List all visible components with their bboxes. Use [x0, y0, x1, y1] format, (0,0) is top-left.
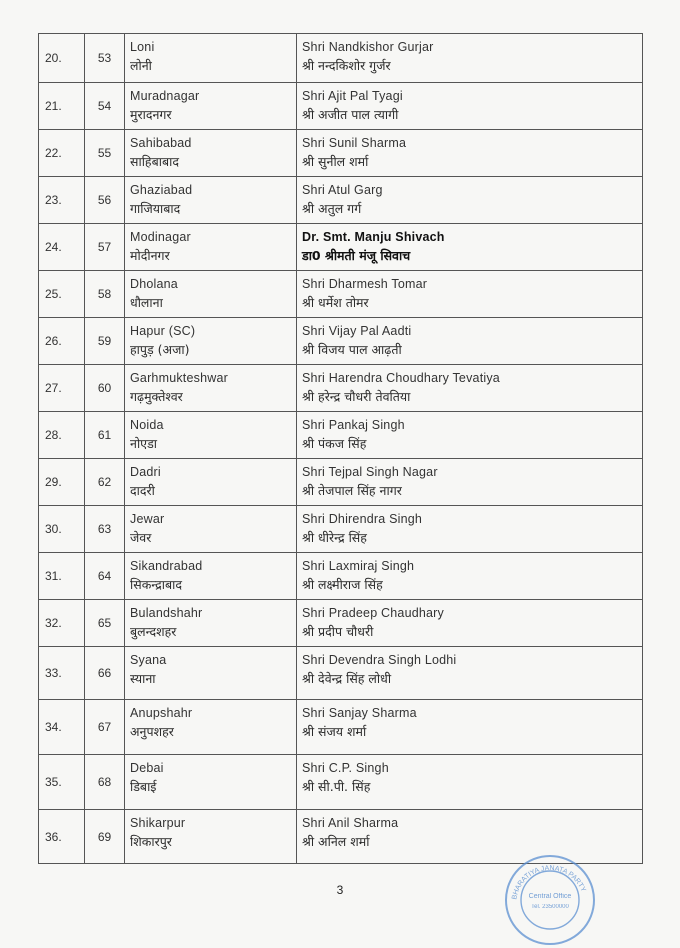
candidate-name-english: Shri Anil Sharma [302, 816, 399, 830]
candidate-name-hindi: श्री धर्मेश तोमर [302, 295, 369, 310]
constituency-name-english: Bulandshahr [130, 606, 203, 620]
candidate-cell [297, 224, 643, 271]
table-row [39, 83, 643, 130]
candidate-name-hindi: श्री नन्दकिशोर गुर्जर [302, 58, 391, 73]
candidate-cell [297, 600, 643, 647]
serial-number: 29. [39, 459, 85, 506]
seal-tel-text: Tel. 23500000 [531, 904, 569, 910]
constituency-number: 62 [85, 459, 125, 506]
candidate-name-english: Shri Devendra Singh Lodhi [302, 653, 457, 667]
serial-number: 35. [39, 755, 85, 810]
candidate-name-hindi: श्री अजीत पाल त्यागी [302, 107, 399, 122]
candidate-name-english: Shri Sunil Sharma [302, 136, 407, 150]
serial-number: 34. [39, 700, 85, 755]
table-row [39, 177, 643, 224]
table-row [39, 506, 643, 553]
constituency-name-hindi: गाजियाबाद [130, 201, 181, 216]
constituency-number: 69 [85, 810, 125, 864]
constituency-name-english: Sikandrabad [130, 559, 203, 573]
constituency-number: 66 [85, 647, 125, 700]
candidate-cell [297, 177, 643, 224]
constituency-number: 55 [85, 130, 125, 177]
constituency-name-hindi: लोनी [130, 58, 152, 73]
table-row [39, 271, 643, 318]
constituency-number: 60 [85, 365, 125, 412]
candidate-name-english: Shri Harendra Choudhary Tevatiya [302, 371, 500, 385]
page-number: 3 [336, 883, 344, 897]
constituency-name-hindi: जेवर [130, 530, 152, 545]
constituency-name-english: Shikarpur [130, 816, 186, 830]
constituency-name-hindi: नोएडा [130, 436, 158, 451]
constituency-number: 54 [85, 83, 125, 130]
constituency-cell [125, 177, 297, 224]
candidate-name-hindi: श्री लक्ष्मीराज सिंह [302, 577, 383, 592]
constituency-cell [125, 700, 297, 755]
constituency-name-hindi: बुलन्दशहर [130, 624, 177, 639]
constituency-number: 63 [85, 506, 125, 553]
candidate-name-english: Shri Pankaj Singh [302, 418, 405, 432]
table-row [39, 224, 643, 271]
candidate-name-english: Shri Sanjay Sharma [302, 706, 417, 720]
serial-number: 23. [39, 177, 85, 224]
constituency-cell [125, 271, 297, 318]
constituency-cell [125, 83, 297, 130]
table-row [39, 600, 643, 647]
constituency-cell [125, 755, 297, 810]
candidate-cell [297, 318, 643, 365]
candidate-name-hindi: श्री देवेन्द्र सिंह लोधी [302, 671, 392, 686]
candidate-table-body [39, 34, 643, 864]
constituency-name-hindi: स्याना [130, 671, 156, 686]
constituency-name-english: Ghaziabad [130, 183, 193, 197]
seal-center-text: Central Office [528, 893, 572, 900]
constituency-name-hindi: मोदीनगर [130, 248, 170, 263]
constituency-number: 61 [85, 412, 125, 459]
candidate-name-english: Shri Pradeep Chaudhary [302, 606, 444, 620]
table-row [39, 647, 643, 700]
constituency-cell [125, 365, 297, 412]
candidate-name-hindi: श्री हरेन्द्र चौधरी तेवतिया [302, 389, 411, 404]
candidate-cell [297, 459, 643, 506]
constituency-name-english: Hapur (SC) [130, 324, 196, 338]
candidate-cell [297, 647, 643, 700]
constituency-name-hindi: साहिबाबाद [130, 154, 179, 169]
candidate-name-hindi: श्री पंकज सिंह [302, 436, 367, 451]
candidate-name-hindi: श्री धीरेन्द्र सिंह [302, 530, 367, 545]
constituency-cell [125, 600, 297, 647]
constituency-cell [125, 130, 297, 177]
constituency-number: 65 [85, 600, 125, 647]
table-row [39, 365, 643, 412]
candidate-name-hindi: डा0 श्रीमती मंजू सिवाच [302, 248, 411, 263]
serial-number: 24. [39, 224, 85, 271]
constituency-name-english: Noida [130, 418, 164, 432]
serial-number: 28. [39, 412, 85, 459]
serial-number: 30. [39, 506, 85, 553]
constituency-name-english: Modinagar [130, 230, 191, 244]
constituency-name-hindi: दादरी [130, 483, 155, 498]
constituency-name-english: Jewar [130, 512, 165, 526]
constituency-number: 53 [85, 34, 125, 83]
table-row [39, 34, 643, 83]
serial-number: 31. [39, 553, 85, 600]
serial-number: 26. [39, 318, 85, 365]
table-row [39, 459, 643, 506]
constituency-number: 59 [85, 318, 125, 365]
candidate-cell [297, 412, 643, 459]
candidate-cell [297, 506, 643, 553]
constituency-name-english: Dadri [130, 465, 161, 479]
candidate-name-english: Shri C.P. Singh [302, 761, 389, 775]
candidate-name-hindi: श्री तेजपाल सिंह नागर [302, 483, 402, 498]
constituency-name-english: Sahibabad [130, 136, 192, 150]
candidate-name-hindi: श्री संजय शर्मा [302, 724, 367, 739]
candidate-name-english: Shri Tejpal Singh Nagar [302, 465, 438, 479]
party-office-seal [502, 852, 598, 948]
constituency-cell [125, 318, 297, 365]
candidate-name-hindi: श्री सी.पी. सिंह [302, 779, 371, 794]
serial-number: 22. [39, 130, 85, 177]
candidate-cell [297, 553, 643, 600]
constituency-name-hindi: गढ़मुक्तेश्वर [130, 389, 183, 404]
candidate-name-hindi: श्री सुनील शर्मा [302, 154, 369, 169]
constituency-name-english: Garhmukteshwar [130, 371, 228, 385]
table-row [39, 412, 643, 459]
seal-ring-text: BHARATIYA JANATA PARTY [511, 864, 587, 901]
serial-number: 36. [39, 810, 85, 864]
constituency-number: 56 [85, 177, 125, 224]
table-row [39, 755, 643, 810]
constituency-number: 64 [85, 553, 125, 600]
candidate-cell [297, 365, 643, 412]
constituency-number: 68 [85, 755, 125, 810]
candidate-cell [297, 83, 643, 130]
table-row [39, 318, 643, 365]
constituency-name-english: Muradnagar [130, 89, 200, 103]
constituency-cell [125, 647, 297, 700]
serial-number: 20. [39, 34, 85, 83]
constituency-name-english: Debai [130, 761, 164, 775]
candidate-name-english: Shri Ajit Pal Tyagi [302, 89, 403, 103]
constituency-cell [125, 34, 297, 83]
constituency-name-english: Syana [130, 653, 167, 667]
candidate-name-hindi: श्री अनिल शर्मा [302, 834, 370, 849]
serial-number: 27. [39, 365, 85, 412]
constituency-name-english: Dholana [130, 277, 178, 291]
candidate-cell [297, 34, 643, 83]
constituency-name-english: Loni [130, 40, 155, 54]
constituency-cell [125, 506, 297, 553]
constituency-number: 58 [85, 271, 125, 318]
constituency-number: 57 [85, 224, 125, 271]
candidate-name-hindi: श्री विजय पाल आढ़ती [302, 342, 402, 357]
constituency-cell [125, 459, 297, 506]
constituency-name-hindi: धौलाना [130, 295, 163, 310]
candidate-name-english: Dr. Smt. Manju Shivach [302, 230, 445, 244]
constituency-cell [125, 810, 297, 864]
candidate-table [38, 33, 643, 864]
serial-number: 25. [39, 271, 85, 318]
candidate-cell [297, 271, 643, 318]
serial-number: 21. [39, 83, 85, 130]
candidate-name-hindi: श्री प्रदीप चौधरी [302, 624, 374, 639]
constituency-name-english: Anupshahr [130, 706, 193, 720]
constituency-name-hindi: अनुपशहर [130, 724, 174, 739]
candidate-name-english: Shri Nandkishor Gurjar [302, 40, 434, 54]
candidate-name-hindi: श्री अतुल गर्ग [302, 201, 362, 216]
candidate-name-english: Shri Atul Garg [302, 183, 383, 197]
candidate-cell [297, 700, 643, 755]
constituency-name-hindi: डिबाई [130, 779, 157, 794]
constituency-cell [125, 224, 297, 271]
constituency-name-hindi: हापुड़ (अजा) [130, 342, 190, 357]
constituency-name-hindi: सिकन्द्राबाद [130, 577, 183, 592]
constituency-cell [125, 412, 297, 459]
serial-number: 33. [39, 647, 85, 700]
candidate-cell [297, 755, 643, 810]
candidate-name-english: Shri Vijay Pal Aadti [302, 324, 412, 338]
constituency-cell [125, 553, 297, 600]
candidate-name-english: Shri Dhirendra Singh [302, 512, 423, 526]
table-row [39, 553, 643, 600]
serial-number: 32. [39, 600, 85, 647]
candidate-cell [297, 130, 643, 177]
table-row [39, 130, 643, 177]
constituency-name-hindi: शिकारपुर [130, 834, 172, 849]
constituency-name-hindi: मुरादनगर [130, 107, 172, 122]
candidate-name-english: Shri Dharmesh Tomar [302, 277, 428, 291]
candidate-name-english: Shri Laxmiraj Singh [302, 559, 415, 573]
constituency-number: 67 [85, 700, 125, 755]
table-row [39, 700, 643, 755]
